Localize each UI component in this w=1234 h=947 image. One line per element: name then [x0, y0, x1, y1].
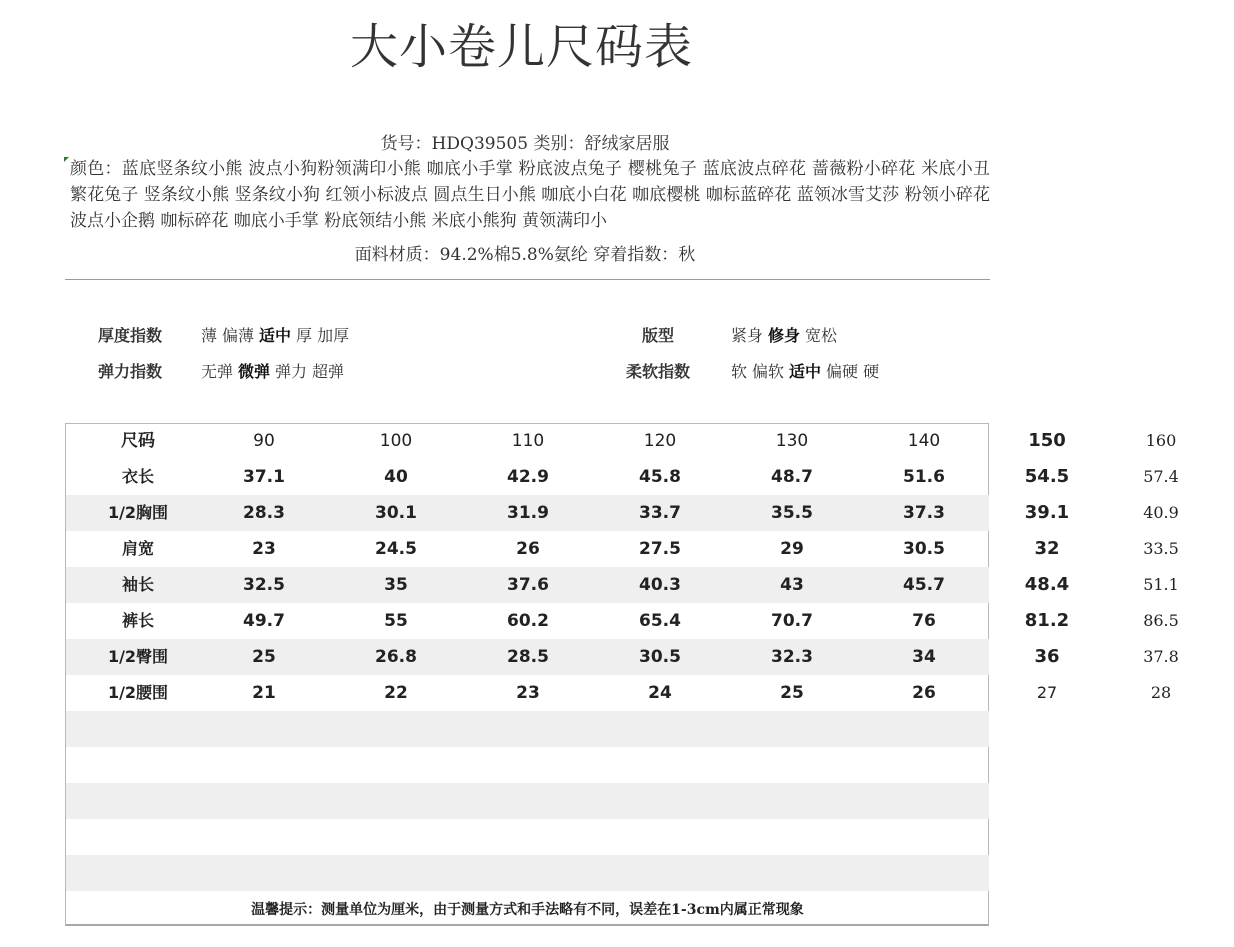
empty-row-band: [66, 855, 989, 891]
thickness-option: 厚: [296, 326, 313, 345]
fit-type-label: 版型: [642, 326, 675, 345]
table-cell: 28.5: [507, 647, 549, 667]
row-label-cell: 肩宽: [121, 539, 154, 558]
table-cell: 35.5: [771, 503, 813, 523]
elasticity-index-options: [201, 359, 349, 382]
elasticity-option: 无弹: [201, 362, 234, 381]
table-cell: 25: [252, 647, 276, 667]
table-row: [0, 603, 1234, 639]
table-cell: 48.4: [1024, 574, 1070, 595]
table-cell: 23: [516, 683, 540, 703]
thickness-option: 薄: [201, 326, 218, 345]
table-cell: 40.9: [1143, 503, 1179, 522]
table-cell: 24: [648, 683, 672, 703]
table-cell: 22: [384, 683, 408, 703]
fit-option: 紧身: [731, 326, 764, 345]
table-cell: 33.5: [1143, 539, 1179, 558]
table-cell: 30.1: [375, 503, 417, 523]
fabric-info: 面料材质：94.2%棉5.8%氨纶 穿着指数：秋: [354, 245, 696, 265]
size-header-cell: 110: [511, 431, 545, 451]
table-cell: 30.5: [639, 647, 681, 667]
empty-row-band: [66, 783, 989, 819]
header-label-cell: 尺码: [121, 431, 155, 451]
table-cell: 40: [384, 467, 408, 487]
table-cell: 45.7: [903, 575, 945, 595]
size-header-cell: 100: [379, 431, 413, 451]
table-cell: 51.1: [1143, 575, 1179, 594]
table-cell: 57.4: [1143, 467, 1179, 486]
thickness-option: 偏薄: [222, 326, 255, 345]
table-cell: 39.1: [1024, 502, 1070, 523]
table-cell: 30.5: [903, 539, 945, 559]
table-cell: 28: [1150, 683, 1172, 702]
table-cell: 33.7: [639, 503, 681, 523]
table-row: [0, 459, 1234, 495]
table-cell: 54.5: [1024, 466, 1070, 487]
table-cell: 86.5: [1143, 611, 1179, 630]
size-header-cell: 130: [775, 431, 809, 451]
table-cell: 27: [1036, 683, 1058, 702]
table-cell: 28.3: [243, 503, 285, 523]
table-cell: 21: [252, 683, 276, 703]
table-cell: 27.5: [639, 539, 681, 559]
table-row: [0, 567, 1234, 603]
page-title: 大小卷儿尺码表: [350, 19, 694, 75]
divider: [65, 279, 990, 280]
table-cell: 32: [1034, 538, 1060, 559]
table-cell: 32.5: [243, 575, 285, 595]
row-label-cell: 1/2胸围: [107, 503, 169, 522]
elasticity-option: 微弹: [238, 362, 271, 381]
table-cell: 35: [384, 575, 408, 595]
table-cell: 26.8: [375, 647, 417, 667]
table-cell: 23: [252, 539, 276, 559]
fit-option: 修身: [768, 326, 801, 345]
thickness-option: 适中: [259, 326, 292, 345]
table-cell: 76: [912, 611, 936, 631]
softness-option: 偏硬: [826, 362, 859, 381]
table-cell: 51.6: [903, 467, 945, 487]
softness-option: 硬: [863, 362, 880, 381]
table-cell: 60.2: [507, 611, 549, 631]
softness-index-label: 柔软指数: [626, 362, 691, 381]
table-row: [0, 531, 1234, 567]
table-cell: 37.3: [903, 503, 945, 523]
table-cell: 48.7: [771, 467, 813, 487]
thickness-index-options: [201, 323, 354, 346]
table-row: [0, 675, 1234, 711]
table-cell: 45.8: [639, 467, 681, 487]
table-cell: 42.9: [507, 467, 549, 487]
table-cell: 32.3: [771, 647, 813, 667]
size-header-cell: 90: [253, 431, 275, 451]
fit-option: 宽松: [805, 326, 838, 345]
thickness-index-label: 厚度指数: [98, 326, 163, 345]
row-label-cell: 1/2臀围: [107, 647, 169, 666]
empty-row-band: [66, 711, 989, 747]
softness-option: 偏软: [752, 362, 785, 381]
size-header-cell: 120: [643, 431, 677, 451]
table-cell: 36: [1034, 646, 1060, 667]
table-cell: 34: [912, 647, 936, 667]
table-cell: 65.4: [639, 611, 681, 631]
softness-option: 软: [731, 362, 748, 381]
table-cell: 43: [780, 575, 804, 595]
elasticity-option: 超弹: [312, 362, 345, 381]
fit-type-options: [731, 323, 842, 346]
color-list: 颜色：蓝底竖条纹小熊 波点小狗粉领满印小熊 咖底小手掌 粉底波点兔子 樱桃兔子 蓝底波点碎花 蔷薇粉小碎花 米底小丑 繁花兔子 竖条纹小熊 竖条纹小狗 红领小标波点 圆点生日小熊 咖底小白花 咖底樱桃 咖标蓝碎花 蓝领冰雪艾莎 粉领小碎花 波点小企鹅 咖标碎花 咖底小手掌 粉底领结小熊 米底小熊狗 黄领满印小: [70, 159, 990, 231]
row-label-cell: 1/2腰围: [107, 683, 169, 702]
size-header-cell: 150: [1028, 430, 1066, 451]
table-cell: 26: [912, 683, 936, 703]
row-label-cell: 裤长: [121, 611, 154, 630]
table-cell: 70.7: [771, 611, 813, 631]
cell-comment-marker: [64, 157, 69, 162]
table-cell: 55: [384, 611, 408, 631]
row-label-cell: 衣长: [121, 467, 154, 486]
row-label-cell: 袖长: [121, 575, 154, 594]
table-row: [0, 495, 1234, 531]
softness-index-options: [731, 359, 884, 382]
table-cell: 24.5: [375, 539, 417, 559]
size-header-cell: 160: [1145, 431, 1177, 450]
table-header-row: [0, 423, 1234, 459]
elasticity-option: 弹力: [275, 362, 308, 381]
product-code-category: 货号：HDQ39505 类别：舒绒家居服: [380, 134, 670, 154]
table-cell: 37.1: [243, 467, 285, 487]
table-cell: 37.8: [1143, 647, 1179, 666]
table-cell: 31.9: [507, 503, 549, 523]
table-cell: 29: [780, 539, 804, 559]
table-cell: 40.3: [639, 575, 681, 595]
thickness-option: 加厚: [317, 326, 350, 345]
table-row: [0, 639, 1234, 675]
size-header-cell: 140: [907, 431, 941, 451]
table-cell: 26: [516, 539, 540, 559]
elasticity-index-label: 弹力指数: [98, 362, 163, 381]
table-cell: 25: [780, 683, 804, 703]
softness-option: 适中: [789, 362, 822, 381]
table-cell: 49.7: [243, 611, 285, 631]
table-cell: 37.6: [507, 575, 549, 595]
table-cell: 81.2: [1024, 610, 1070, 631]
measurement-tip: 温馨提示：测量单位为厘米，由于测量方式和手法略有不同，误差在1-3cm内属正常现象: [251, 902, 804, 918]
